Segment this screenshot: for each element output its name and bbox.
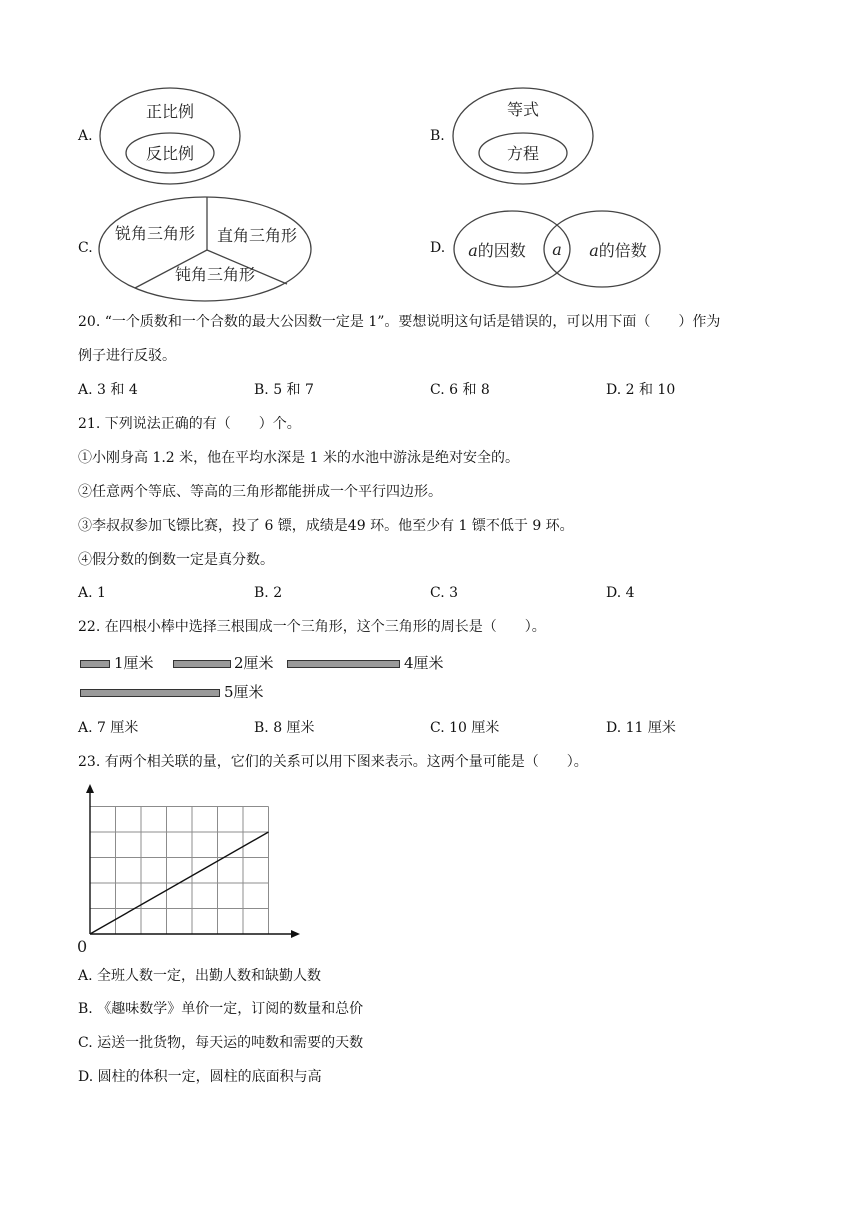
diagram-d — [452, 208, 664, 290]
diagram-b — [451, 85, 596, 187]
stick-2cm — [173, 660, 231, 668]
q21-item-3: ③李叔叔参加飞镖比赛，投了 6 镖，成绩是49 环。他至少有 1 镖不低于 9 环。 — [78, 518, 574, 534]
diagram-a — [98, 85, 243, 187]
axes — [86, 784, 300, 938]
q23-stem: 23. 有两个相关联的量，它们的关系可以用下图来表示。这两个量可能是（ ）。 — [78, 754, 588, 770]
stick-4cm — [287, 660, 400, 668]
q20-line1: 20. “一个质数和一个合数的最大公因数一定是 1”。要想说明这句话是错误的，可以用下面（ ）作为 — [78, 314, 721, 330]
q23-option-c: C. 运送一批货物，每天运的吨数和需要的天数 — [78, 1035, 364, 1051]
q21-option-a: A. 1 — [78, 585, 106, 601]
origin-label: 0 — [77, 937, 88, 956]
q22-option-c: C. 10 厘米 — [430, 720, 500, 736]
option-c-label: C. — [78, 240, 93, 256]
q22-option-b: B. 8 厘米 — [254, 720, 315, 736]
q21-item-4: ④假分数的倒数一定是真分数。 — [78, 552, 274, 568]
option-a-label: A. — [78, 128, 93, 144]
q22-option-a: A. 7 厘米 — [78, 720, 139, 736]
grid — [90, 807, 269, 935]
q23-option-b: B. 《趣味数学》单价一定，订阅的数量和总价 — [78, 1001, 364, 1017]
q23-option-d: D. 圆柱的体积一定，圆柱的底面积与高 — [78, 1069, 322, 1085]
diagram-d-left-label: a的因数 — [468, 241, 526, 260]
diagram-d-right-label: a的倍数 — [589, 241, 647, 260]
q20-option-b: B. 5 和 7 — [254, 382, 314, 398]
stick-1cm-label: 1厘米 — [114, 654, 154, 672]
diagram-b-inner-label: 方程 — [506, 144, 540, 163]
stick-5cm-label: 5厘米 — [224, 683, 264, 701]
stick-5cm — [80, 689, 220, 697]
option-b-label: B. — [430, 128, 445, 144]
q22-option-d: D. 11 厘米 — [606, 720, 676, 736]
diagram-d-center-label: a — [552, 240, 562, 259]
y-axis-arrow — [86, 784, 94, 793]
q21-item-2: ②任意两个等底、等高的三角形都能拼成一个平行四边形。 — [78, 484, 442, 500]
stick-4cm-label: 4厘米 — [404, 654, 444, 672]
diagram-c — [97, 194, 313, 304]
diagram-c-acute-label: 锐角三角形 — [114, 224, 196, 243]
diagram-c-right-label: 直角三角形 — [216, 226, 298, 245]
q21-stem: 21. 下列说法正确的有（ ）个。 — [78, 416, 301, 432]
q21-item-1: ①小刚身高 1.2 米，他在平均水深是 1 米的水池中游泳是绝对安全的。 — [78, 450, 519, 466]
q23-option-a: A. 全班人数一定，出勤人数和缺勤人数 — [78, 968, 322, 984]
outer-ellipse — [99, 197, 311, 301]
q22-stem: 22. 在四根小棒中选择三根围成一个三角形，这个三角形的周长是（ ）。 — [78, 619, 546, 635]
q20-option-c: C. 6 和 8 — [430, 382, 490, 398]
x-axis-arrow — [291, 930, 300, 938]
diagram-a-outer-label: 正比例 — [145, 102, 195, 121]
q20-option-d: D. 2 和 10 — [606, 382, 676, 398]
diagram-a-inner-label: 反比例 — [145, 144, 195, 163]
diagram-b-outer-label: 等式 — [506, 100, 540, 119]
stick-2cm-label: 2厘米 — [234, 654, 274, 672]
option-d-label: D. — [430, 240, 446, 256]
q20-option-a: A. 3 和 4 — [78, 382, 138, 398]
q20-line2: 例子进行反驳。 — [78, 348, 176, 364]
diagram-c-obtuse-label: 钝角三角形 — [174, 265, 256, 284]
q23-graph — [74, 780, 306, 956]
q21-option-d: D. 4 — [606, 585, 635, 601]
stick-1cm — [80, 660, 110, 668]
q21-option-c: C. 3 — [430, 585, 459, 601]
q21-option-b: B. 2 — [254, 585, 283, 601]
